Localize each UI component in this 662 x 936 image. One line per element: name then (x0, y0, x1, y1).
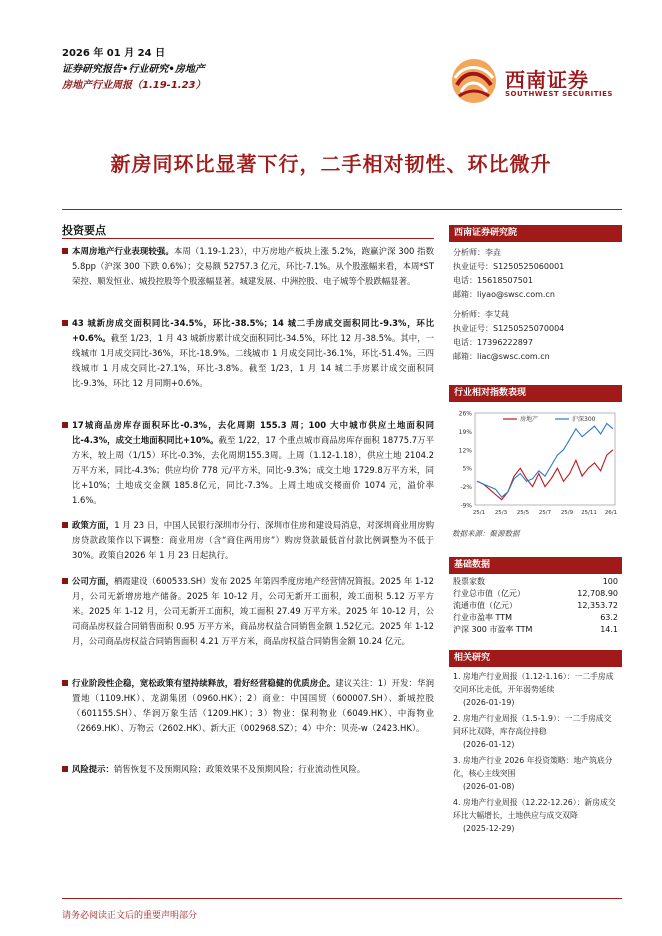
basic-data-value: 12,353.72 (577, 601, 618, 610)
basic-data-header: 基础数据 (449, 557, 622, 574)
y-tick-label: -2% (460, 484, 472, 492)
x-tick-label: 26/1 (604, 510, 618, 516)
paragraph-industry: 本周房地产行业表现较强。本周（1.19-1.23），中万房地产板块上涨 5.2%，跑赢沪深 300 指数 5.8pp（沪深 300 下跌 0.6%）；交易额 52757.3 亿元，环比-7.1%。从个股涨幅来看，本周*ST 荣控、顺发恒业、城投控股等个股涨幅显著。城建发展、中洲控股、电子城等个股跌幅显著。 (62, 244, 434, 289)
related-date: (2026-01-19) (463, 698, 515, 707)
related-item[interactable] (453, 712, 618, 751)
relative-index-chart (449, 405, 622, 523)
related-title: 2. 房地产行业周报（1.5-1.9）：一二手房成交同环比双降，库存高位持稳 (453, 714, 612, 736)
bullet-icon (62, 248, 68, 254)
x-tick-label: 25/3 (494, 510, 508, 516)
logo-name: 西南证券 (505, 68, 589, 92)
section-title: 投资要点 (62, 224, 106, 237)
paragraph-policy: 政策方面，1 月 23 日，中国人民银行深圳市分行、深圳市住房和建设局消息，对深圳商业用房购房贷款政策作以下调整：商业用房（含“商住两用房”）购房贷款最低首付款比例调整为不低于 30%。政策自2026 年 1 月 23 日起执行。 (62, 518, 434, 563)
title-divider (62, 209, 622, 210)
bullet-icon (62, 522, 68, 528)
basic-data-key: 股票家数 (453, 577, 485, 586)
basic-data-value: 14.1 (600, 625, 618, 634)
basic-data-key: 流通市值（亿元） (453, 601, 517, 610)
x-tick-label: 25/7 (538, 510, 552, 516)
basic-data-row (453, 588, 618, 600)
analyst-1: 分析师：李垚 执业证号：S1250525060001 电话：15618507501 邮箱：liyao@swsc.com.cn (449, 242, 622, 302)
related-item[interactable] (453, 670, 618, 709)
report-date: 2026 年 01 月 24 日 (62, 48, 166, 59)
analyst-email-link[interactable]: 邮箱：liyao@swsc.com.cn (453, 290, 555, 299)
basic-data-value: 12,708.90 (577, 589, 618, 598)
chart-source: 数据来源：聚源数据 (452, 529, 520, 538)
bullet-icon (62, 680, 68, 686)
institute-header: 西南证券研究院 (449, 225, 622, 242)
paragraph-risk: 风险提示：销售恢复不及预期风险；政策效果不及预期风险；行业流动性风险。 (62, 762, 434, 777)
related-title: 3. 房地产行业 2026 年投资策略：地产筑底分化，核心主线突围 (453, 756, 613, 778)
related-title: 1. 房地产行业周报（1.12-1.16）：一二手房成交同环比走低，开年弱势延续 (453, 672, 614, 694)
paragraph-recommend: 行业阶段性企稳，宽松政策有望持续释放，看好经营稳健的优质房企。建议关注：1）开发：华润置地（1109.HK）、龙湖集团（0960.HK）；2）商业：中国国贸（600007.SH）、新城控股（601155.SH）、华润万象生活（1209.HK）；3）物业：保利物业（6049.HK）、中海物业（2669.HK）、万物云（2602.HK）、新大正（002968.SZ）；4）中介：贝壳-w（2423.HK）。 (62, 676, 434, 736)
basic-data-row (453, 624, 618, 636)
paragraph-inventory: 17城商品房库存面积环比-0.3%，去化周期 155.3 周；100 大中城市供应土地面积同比-4.3%，成交土地面积同比+10%。截至 1/22，17 个重点城市商品房库存面积 18775.7万平方米，较上周（1/15）环比-0.3%，去化周期155.3周。上周（1.12-1.18），供应土地 2104.2 万平方米，同比-4.3%；供应均价 778 元/平方米，同比-9.3%；成交土地 1729.8万平方米，同比+10%；土地成交金额 185.8亿元，同比-7.3%。上周土地成交楼面价 1074 元，溢价率 1.6%。 (62, 418, 434, 508)
basic-data-row (453, 612, 618, 624)
related-header: 相关研究 (449, 650, 622, 667)
paragraph-transactions: 43 城新房成交面积同比-34.5%，环比-38.5%；14 城二手房成交面积同比-9.3%，环比+0.6%。截至 1/23，1 月 43 城新房累计成交面积同比-34.5%，环比 12 月-38.5%。其中，一线城市 1月成交同比-36%，环比-18.9%。二线城市 1 月成交同比-36.1%，环比-51.4%。三四线城市 1 月成交同比-27.1%，环比-3.8%。截至 1/23，1 月 14 城二手房累计成交面积同比-9.3%，环比 12 月同期+0.6%。 (62, 316, 434, 391)
logo-english: SOUTHWEST SECURITIES (505, 90, 613, 98)
x-tick-label: 25/11 (581, 510, 597, 516)
report-title: 新房同环比显著下行，二手相对韧性、环比微升 (110, 152, 552, 176)
report-name: 房地产行业周报（1.19-1.23） (62, 80, 206, 91)
paragraph-company: 公司方面，栖霞建设（600533.SH）发布 2025 年第四季度房地产经营情况简报。2025 年 1-12 月，公司无新增房地产储备。2025 年 10-12 月，公司无新开工面积，竣工面积 5.12 万平方米。2025 年 1-12 月，公司无新开工面积，竣工面积 27.49 万平方米。2025 年 10-12 月，公司商品房权益合同销售面积 0.95 万平方米，商品房权益合同销售金额 1.52亿元。2025 年 1-12 月，公司商品房权益合同销售面积 4.21 万平方米，商品房权益合同销售金额 10.24 亿元。 (62, 574, 434, 649)
basic-data-value: 100 (602, 577, 618, 586)
footer-divider (62, 898, 622, 899)
related-date: (2026-01-08) (463, 782, 515, 791)
y-tick-label: 19% (458, 428, 472, 436)
report-category: 证券研究报告•行业研究•房地产 (62, 64, 205, 75)
legend-label: 房地产 (520, 416, 539, 423)
section-divider (62, 238, 434, 239)
x-tick-label: 25/5 (516, 510, 530, 516)
basic-data-row (453, 600, 618, 612)
sidebar (449, 225, 622, 364)
logo-emblem-icon (449, 56, 499, 106)
basic-data-table (449, 576, 622, 636)
basic-data-value: 63.2 (600, 613, 618, 622)
related-date: (2026-01-12) (463, 740, 515, 749)
analyst-email-link[interactable]: 邮箱：liac@swsc.com.cn (453, 352, 550, 361)
y-tick-label: 12% (458, 447, 472, 455)
bullet-icon (62, 320, 68, 326)
related-list (449, 670, 622, 838)
y-tick-label: -9% (460, 502, 472, 510)
footer-disclaimer: 请务必阅读正文后的重要声明部分 (62, 911, 198, 921)
related-title: 4. 房地产行业周报（12.22-12.26）：新房成交环比大幅增长，土地供应与成交双降 (453, 798, 616, 820)
bullet-icon (62, 766, 68, 772)
analyst-2: 分析师：李艾莼 执业证号：S1250525070004 电话：17396222897 邮箱：liac@swsc.com.cn (449, 302, 622, 364)
basic-data-key: 行业总市值（亿元） (453, 589, 525, 598)
x-tick-label: 25/9 (560, 510, 574, 516)
basic-data-key: 沪深 300 市盈率 TTM (453, 625, 533, 634)
bullet-icon (62, 422, 68, 428)
related-item[interactable] (453, 754, 618, 793)
bullet-icon (62, 578, 68, 584)
related-date: (2025-12-29) (463, 824, 515, 833)
y-tick-label: 5% (462, 465, 472, 473)
basic-data-key: 行业市盈率 TTM (453, 613, 513, 622)
y-tick-label: 26% (458, 410, 472, 418)
chart-header: 行业相对指数表现 (449, 385, 622, 402)
related-item[interactable] (453, 796, 618, 835)
legend-label: 沪深300 (572, 416, 596, 423)
basic-data-row (453, 576, 618, 588)
x-tick-label: 25/1 (472, 510, 486, 516)
